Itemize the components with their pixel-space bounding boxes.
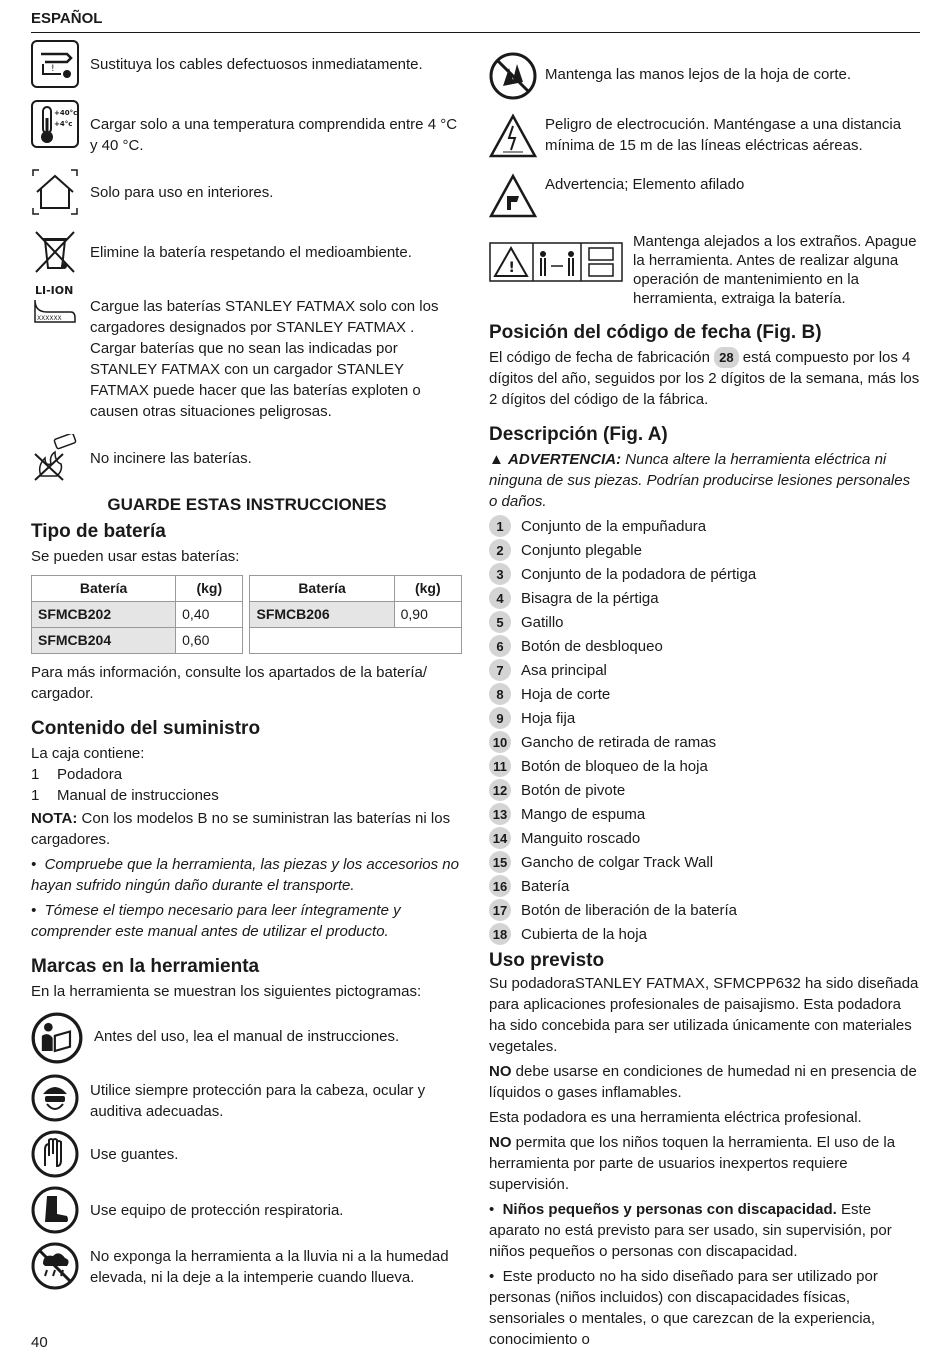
- pictogram-text: Mantenga las manos lejos de la hoja de corte.: [545, 66, 852, 83]
- part-list-item: [489, 922, 921, 946]
- read-manual-icon: [31, 1012, 83, 1064]
- recycle-bin-crossed-icon: [31, 228, 79, 276]
- part-list-item: [489, 610, 921, 634]
- battery-table: [31, 575, 462, 654]
- svg-text:+4°c: +4°c: [54, 120, 73, 128]
- list-item: 1 Manual de instrucciones: [31, 787, 219, 804]
- part-number-badge: 13: [489, 803, 511, 825]
- table-cell: SFMCB204: [32, 628, 176, 654]
- table-header: Batería: [32, 576, 176, 602]
- part-name: Batería: [521, 877, 570, 895]
- table-header-row: [32, 576, 462, 602]
- contents-heading: Contenido del suministro: [31, 718, 261, 739]
- part-number-badge: 2: [489, 539, 511, 561]
- pictogram-text: Cargar solo a una temperatura comprendida entre 4 °C y 40 °C.: [90, 116, 458, 154]
- pictogram-row: [489, 232, 921, 308]
- battery-note: Para más información, consulte los apartados de la batería/ cargador.: [31, 664, 428, 702]
- parts-list: [489, 514, 921, 946]
- part-number-badge: 9: [489, 707, 511, 729]
- part-number-badge: 15: [489, 851, 511, 873]
- no-hands-blade-icon: [489, 52, 537, 100]
- pictogram-text: Antes del uso, lea el manual de instrucciones.: [94, 1028, 400, 1045]
- part-number-badge: 18: [489, 923, 511, 945]
- part-name: Asa principal: [521, 661, 607, 679]
- warning-paragraph: ▲ ADVERTENCIA: Nunca altere la herramienta eléctrica ni ninguna de sus piezas. Podrían producirse lesiones personales o daños.: [489, 451, 911, 510]
- table-header: Batería: [250, 576, 394, 602]
- contents-intro: La caja contiene:: [31, 745, 145, 762]
- part-list-item: [489, 754, 921, 778]
- right-column: [489, 40, 921, 1354]
- keep-bystanders-away-icon: [489, 242, 623, 282]
- part-list-item: [489, 538, 921, 562]
- part-number-badge: 16: [489, 875, 511, 897]
- svg-text:!: !: [51, 64, 55, 74]
- table-cell: 0,90: [394, 602, 461, 628]
- intended-use-p3: Esta podadora es una herramienta eléctrica profesional.: [489, 1109, 862, 1126]
- part-name: Mango de espuma: [521, 805, 646, 823]
- pictogram-row: [489, 112, 921, 160]
- page-header: [31, 10, 920, 33]
- li-ion-icon: [31, 282, 79, 330]
- list-item: • Niños pequeños y personas con discapacidad. Este aparato no está previsto para ser usado, sin supervisión, por niños pequeños o personas con discapacidad.: [489, 1201, 892, 1260]
- part-name: Conjunto plegable: [521, 541, 642, 559]
- part-list-item: [489, 634, 921, 658]
- save-instructions-heading: GUARDE ESTAS INSTRUCCIONES: [107, 495, 387, 514]
- table-header: (kg): [176, 576, 243, 602]
- part-list-item: [489, 682, 921, 706]
- part-name: Gatillo: [521, 613, 564, 631]
- pictogram-text: Elimine la batería respetando el medioambiente.: [90, 244, 412, 261]
- pictogram-row: [31, 434, 463, 482]
- table-row: [32, 628, 462, 654]
- part-name: Gancho de retirada de ramas: [521, 733, 717, 751]
- part-name: Bisagra de la pértiga: [521, 589, 659, 607]
- battery-type-heading: Tipo de batería: [31, 521, 166, 542]
- part-list-item: [489, 826, 921, 850]
- left-column: [31, 40, 463, 1302]
- page-number: 40: [31, 1334, 48, 1351]
- pictogram-row: [489, 172, 921, 220]
- part-number-badge: 8: [489, 683, 511, 705]
- svg-text:!: !: [508, 260, 515, 276]
- part-name: Conjunto de la podadora de pértiga: [521, 565, 757, 583]
- part-name: Botón de pivote: [521, 781, 626, 799]
- part-number-badge: 17: [489, 899, 511, 921]
- part-number-badge: 12: [489, 779, 511, 801]
- part-list-item: [489, 778, 921, 802]
- pictogram-text: No incinere las baterías.: [90, 450, 252, 467]
- part-list-item: [489, 586, 921, 610]
- part-number-badge: 3: [489, 563, 511, 585]
- pictogram-text: Peligro de electrocución. Manténgase a una distancia mínima de 15 m de las líneas eléctricas aéreas.: [545, 116, 902, 154]
- part-number-badge: 6: [489, 635, 511, 657]
- table-row: [32, 602, 462, 628]
- pictogram-row: [31, 1186, 463, 1234]
- pictogram-text: No exponga la herramienta a la lluvia ni a la humedad elevada, ni la deje a la intemperie cuando llueva.: [90, 1248, 449, 1286]
- pictogram-row: [31, 1242, 463, 1290]
- language-label: ESPAÑOL: [31, 10, 103, 27]
- part-list-item: [489, 706, 921, 730]
- gloves-icon: [31, 1130, 79, 1178]
- pictogram-row: [31, 1012, 463, 1064]
- table-cell: SFMCB202: [32, 602, 176, 628]
- part-list-item: [489, 730, 921, 754]
- pictogram-row: [31, 168, 463, 216]
- pictogram-row: [31, 40, 463, 88]
- pictogram-row: [31, 228, 463, 276]
- intended-use-p4: NO permita que los niños toquen la herramienta. El uso de la herramienta por parte de usuarios inexpertos requiere supervisión.: [489, 1134, 896, 1193]
- svg-text:+40°c: +40°c: [54, 109, 78, 117]
- head-protection-icon: [31, 1074, 79, 1122]
- pictogram-row: [31, 100, 463, 156]
- electrocution-warning-icon: [489, 112, 537, 160]
- part-name: Botón de liberación de la batería: [521, 901, 737, 919]
- pictogram-text: Solo para uso en interiores.: [90, 184, 274, 201]
- part-name: Hoja de corte: [521, 685, 611, 703]
- list-item: • Este producto no ha sido diseñado para ser utilizado por personas (niños incluidos) con discapacidades físicas, sensoriales o mentales, o que carezcan de la experiencia, conocimiento o: [489, 1268, 878, 1348]
- warning-icon: ▲: [489, 451, 504, 468]
- part-number-badge: 1: [489, 515, 511, 537]
- part-number-badge: 4: [489, 587, 511, 609]
- pictogram-text: Sustituya los cables defectuosos inmediatamente.: [90, 56, 423, 73]
- table-cell: [250, 628, 462, 654]
- pictogram-row: [31, 1130, 463, 1178]
- part-list-item: [489, 658, 921, 682]
- cable-replace-icon: [31, 40, 79, 88]
- part-number-badge: 11: [489, 755, 511, 777]
- no-rain-icon: [31, 1242, 79, 1290]
- pictogram-text: Use guantes.: [90, 1146, 179, 1163]
- date-code-badge: 28: [714, 347, 738, 368]
- description-heading: Descripción (Fig. A): [489, 424, 668, 445]
- part-list-item: [489, 562, 921, 586]
- part-list-item: [489, 898, 921, 922]
- indoor-house-icon: [31, 168, 79, 216]
- part-name: Manguito roscado: [521, 829, 641, 847]
- markings-intro: En la herramienta se muestran los siguientes pictogramas:: [31, 983, 422, 1000]
- pictogram-row: [31, 282, 463, 422]
- part-number-badge: 5: [489, 611, 511, 633]
- table-cell: 0,40: [176, 602, 243, 628]
- boots-icon: [31, 1186, 79, 1234]
- part-name: Botón de desbloqueo: [521, 637, 663, 655]
- intended-use-heading: Uso previsto: [489, 950, 605, 971]
- part-name: Botón de bloqueo de la hoja: [521, 757, 708, 775]
- intended-use-p1: Su podadoraSTANLEY FATMAX, SFMCPP632 ha sido diseñada para aplicaciones profesionales de paisajismo. Esta podadora ha sido concebida para ser utilizada únicamente con materiales vegetales.: [489, 975, 919, 1055]
- date-code-heading: Posición del código de fecha (Fig. B): [489, 322, 822, 343]
- pictogram-text: Use equipo de protección respiratoria.: [90, 1202, 344, 1219]
- list-item: • Compruebe que la herramienta, las piezas y los accesorios no hayan sufrido ningún daño durante el transporte.: [31, 856, 459, 894]
- svg-text:LI-ION: LI-ION: [35, 284, 74, 297]
- date-code-paragraph: El código de fecha de fabricación 28 está compuesto por los 4 dígitos del año, seguidos por los 2 dígitos de la semana, más los 2 dígitos del código de la fábrica.: [489, 349, 920, 408]
- table-cell: 0,60: [176, 628, 243, 654]
- table-cell: SFMCB206: [250, 602, 394, 628]
- pictogram-text: Advertencia; Elemento afilado: [545, 176, 745, 193]
- part-list-item: [489, 514, 921, 538]
- part-number-badge: 7: [489, 659, 511, 681]
- battery-type-intro: Se pueden usar estas baterías:: [31, 548, 240, 565]
- pictogram-text: Cargue las baterías STANLEY FATMAX solo con los cargadores designados por STANLEY FATMAX . Cargar baterías que no sean las indicadas por STANLEY FATMAX con un cargador STANLEY FATMAX puede hacer que las baterías exploten o causen otras situaciones peligrosas.: [90, 298, 439, 420]
- markings-heading: Marcas en la herramienta: [31, 956, 260, 977]
- list-item: • Tómese el tiempo necesario para leer íntegramente y comprender este manual antes de utilizar el producto.: [31, 902, 401, 940]
- sharp-element-warning-icon: [489, 172, 537, 220]
- part-list-item: [489, 802, 921, 826]
- list-item: 1 Podadora: [31, 766, 123, 783]
- svg-text:XXXXXX: XXXXXX: [37, 315, 62, 322]
- pictogram-text: Mantenga alejados a los extraños. Apague la herramienta. Antes de realizar alguna operación de mantenimiento en la herramienta, extraiga la batería.: [633, 233, 917, 307]
- no-fire-battery-icon: [31, 434, 79, 482]
- pictogram-text: Utilice siempre protección para la cabeza, ocular y auditiva adecuadas.: [90, 1082, 426, 1120]
- part-name: Gancho de colgar Track Wall: [521, 853, 714, 871]
- part-list-item: [489, 850, 921, 874]
- part-number-badge: 10: [489, 731, 511, 753]
- part-name: Cubierta de la hoja: [521, 925, 647, 943]
- part-name: Conjunto de la empuñadura: [521, 517, 707, 535]
- pictogram-row: [489, 52, 921, 100]
- part-number-badge: 14: [489, 827, 511, 849]
- thermometer-icon: [31, 100, 79, 148]
- table-header: (kg): [394, 576, 461, 602]
- part-list-item: [489, 874, 921, 898]
- part-name: Hoja fija: [521, 709, 576, 727]
- intended-use-p2: NO debe usarse en condiciones de humedad ni en presencia de líquidos o gases inflamables.: [489, 1063, 917, 1101]
- nota-paragraph: NOTA: Con los modelos B no se suministran las baterías ni los cargadores.: [31, 810, 451, 848]
- pictogram-row: [31, 1074, 463, 1122]
